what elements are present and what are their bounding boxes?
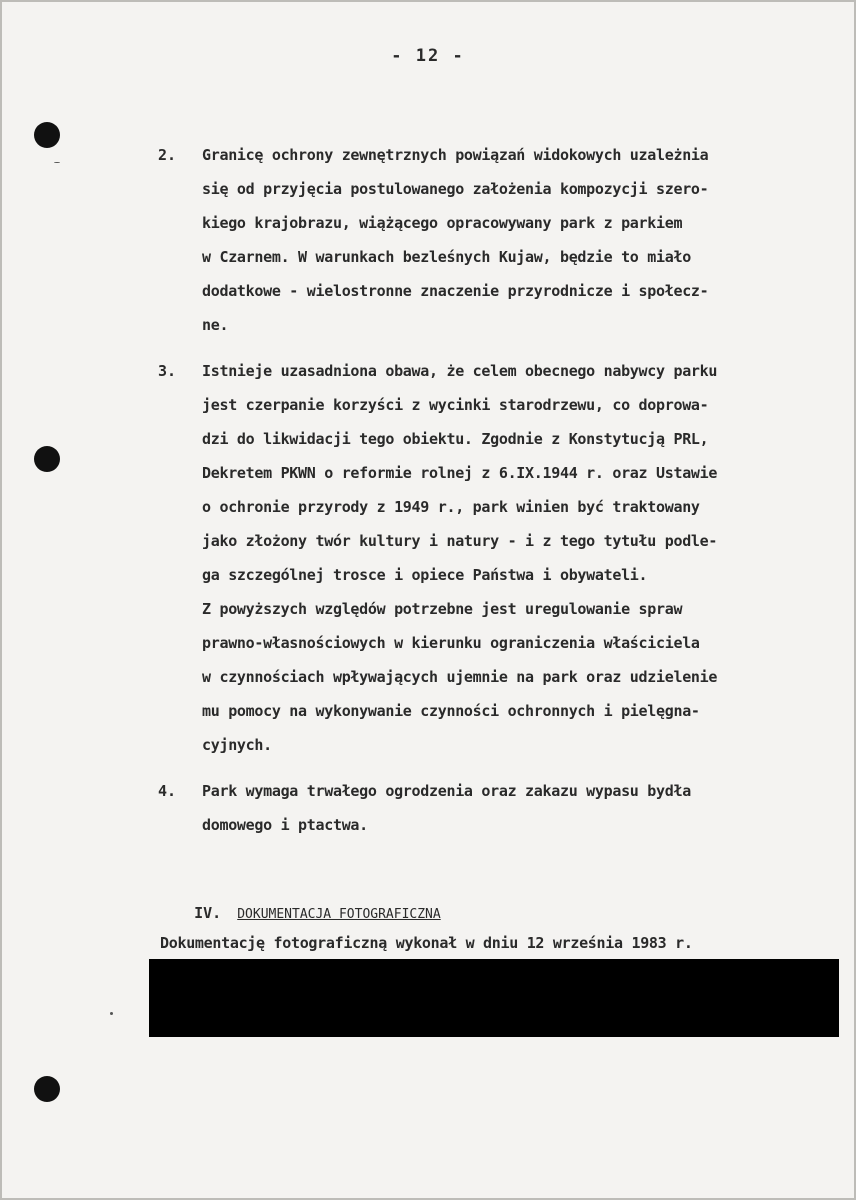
redaction-bar	[149, 959, 839, 1037]
text-line: o ochronie przyrody z 1949 r., park winien być traktowany	[202, 498, 700, 516]
text-line: Istnieje uzasadniona obawa, że celem obecnego nabywcy parku	[202, 362, 718, 380]
punch-hole-middle	[34, 446, 60, 472]
item-number: 3.	[158, 362, 177, 380]
text-line: ne.	[202, 316, 229, 334]
text-line: Granicę ochrony zewnętrznych powiązań widokowych uzależnia	[202, 146, 709, 164]
text-line: w czynnościach wpływających ujemnie na park oraz udzielenie	[202, 668, 718, 686]
text-line: jako złożony twór kultury i natury - i z tego tytułu podle-	[202, 532, 718, 550]
punch-hole-top	[34, 122, 60, 148]
punch-hole-bottom	[34, 1076, 60, 1102]
text-line: Dekretem PKWN o reformie rolnej z 6.IX.1944 r. oraz Ustawie	[202, 464, 718, 482]
text-line: dodatkowe - wielostronne znaczenie przyrodnicze i społecz-	[202, 282, 709, 300]
text-line: w Czarnem. W warunkach bezleśnych Kujaw, będzie to miało	[202, 248, 691, 266]
text-line: ga szczególnej trosce i opiece Państwa i obywateli.	[202, 566, 648, 584]
paper-speck	[110, 1012, 113, 1015]
text-line: Z powyższych względów potrzebne jest uregulowanie spraw	[202, 600, 683, 618]
text-line: domowego i ptactwa.	[202, 816, 368, 834]
item-number: 2.	[158, 146, 177, 164]
text-line: jest czerpanie korzyści z wycinki starodrzewu, co doprowa-	[202, 396, 709, 414]
section-title: DOKUMENTACJA FOTOGRAFICZNA	[237, 907, 441, 922]
text-line: się od przyjęcia postulowanego założenia kompozycji szero-	[202, 180, 709, 198]
text-line: dzi do likwidacji tego obiektu. Zgodnie z Konstytucją PRL,	[202, 430, 709, 448]
section-text: Dokumentację fotograficzną wykonał w dniu 12 września 1983 r.	[160, 934, 693, 952]
text-line: cyjnych.	[202, 736, 272, 754]
text-line: kiego krajobrazu, wiążącego opracowywany park z parkiem	[202, 214, 683, 232]
page-number: - 12 -	[391, 46, 465, 66]
text-line: mu pomocy na wykonywanie czynności ochronnych i pielęgna-	[202, 702, 700, 720]
section-number: IV.	[194, 904, 222, 922]
paper-speck	[54, 162, 60, 163]
text-line: Park wymaga trwałego ogrodzenia oraz zakazu wypasu bydła	[202, 782, 691, 800]
text-line: prawno-własnościowych w kierunku ograniczenia właściciela	[202, 634, 700, 652]
item-number: 4.	[158, 782, 177, 800]
